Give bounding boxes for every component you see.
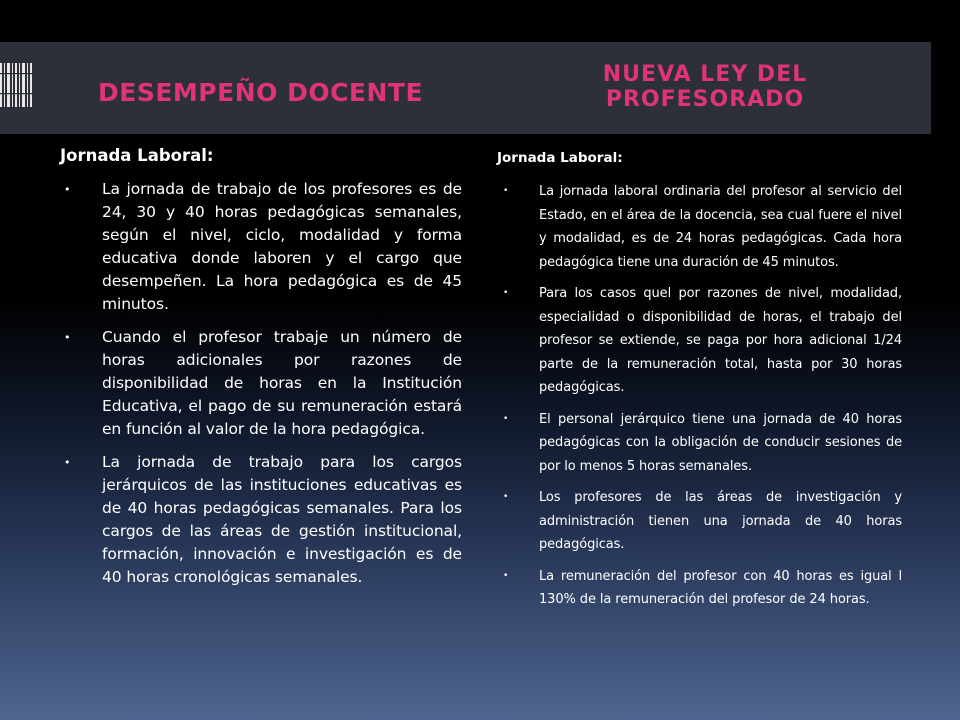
striped-bars-icon xyxy=(0,63,34,107)
left-bullet-list xyxy=(60,178,462,599)
list-item-text: Cuando el profesor trabaje un número de horas adicionales por razones de disponibilidad de horas en la Institución Educativa, el pago de su remuneración estará en función al valor de la hora pedagógica. xyxy=(102,328,462,438)
list-item xyxy=(497,180,902,274)
right-bullet-list xyxy=(497,180,902,620)
list-item xyxy=(497,408,902,479)
list-item xyxy=(60,178,462,316)
list-item xyxy=(497,565,902,612)
list-item-text: Para los casos quel por razones de nivel, modalidad, especialidad o disponibilidad de horas, el trabajo del profesor se extiende, se paga por hora adicional 1/24 parte de la remuneración total, hasta por 30 horas pedagógicas. xyxy=(539,286,902,395)
bullet-dot-icon: • xyxy=(64,183,71,196)
list-item-text: El personal jerárquico tiene una jornada de 40 horas pedagógicas con la obligación de conducir sesiones de por lo menos 5 horas semanales. xyxy=(539,411,902,474)
list-item-text: La remuneración del profesor con 40 horas es igual l 130% de la remuneración del profesor de 24 horas. xyxy=(539,568,902,607)
bullet-dot-icon: • xyxy=(503,186,509,196)
bullet-dot-icon: • xyxy=(64,456,71,469)
list-item xyxy=(60,451,462,589)
list-item-text: La jornada de trabajo para los cargos jerárquicos de las instituciones educativas es de 40 horas pedagógicas semanales. Para los cargos de las áreas de gestión institucional, formación, innovación e investigación es de 40 horas cronológicas semanales. xyxy=(102,453,462,586)
bullet-dot-icon: • xyxy=(503,570,509,581)
bullet-dot-icon: • xyxy=(503,413,509,424)
list-item xyxy=(497,486,902,557)
right-column-heading: Jornada Laboral: xyxy=(497,150,623,166)
title-right: NUEVA LEY DEL PROFESORADO xyxy=(602,62,808,112)
list-item xyxy=(60,326,462,441)
list-item-text: La jornada de trabajo de los profesores es de 24, 30 y 40 horas pedagógicas semanales, según el nivel, ciclo, modalidad y forma educativa donde laboren y el cargo que desempeñen. La hora pedagógica es de 45 minutos. xyxy=(102,180,462,313)
title-left: DESEMPEÑO DOCENTE xyxy=(98,78,424,107)
list-item xyxy=(497,282,902,400)
left-column-heading: Jornada Laboral: xyxy=(60,146,214,165)
bullet-dot-icon: • xyxy=(503,492,509,502)
list-item-text: Los profesores de las áreas de investigación y administración tienen una jornada de 40 horas pedagógicas. xyxy=(539,490,902,552)
top-black-band xyxy=(0,0,960,42)
bullet-dot-icon: • xyxy=(64,331,71,344)
list-item-text: La jornada laboral ordinaria del profesor al servicio del Estado, en el área de la docencia, sea cual fuere el nivel y modalidad, es de 24 horas pedagógicas. Cada hora pedagógica tiene una duración de 45 minutos. xyxy=(539,184,902,270)
bullet-dot-icon: • xyxy=(503,288,509,298)
